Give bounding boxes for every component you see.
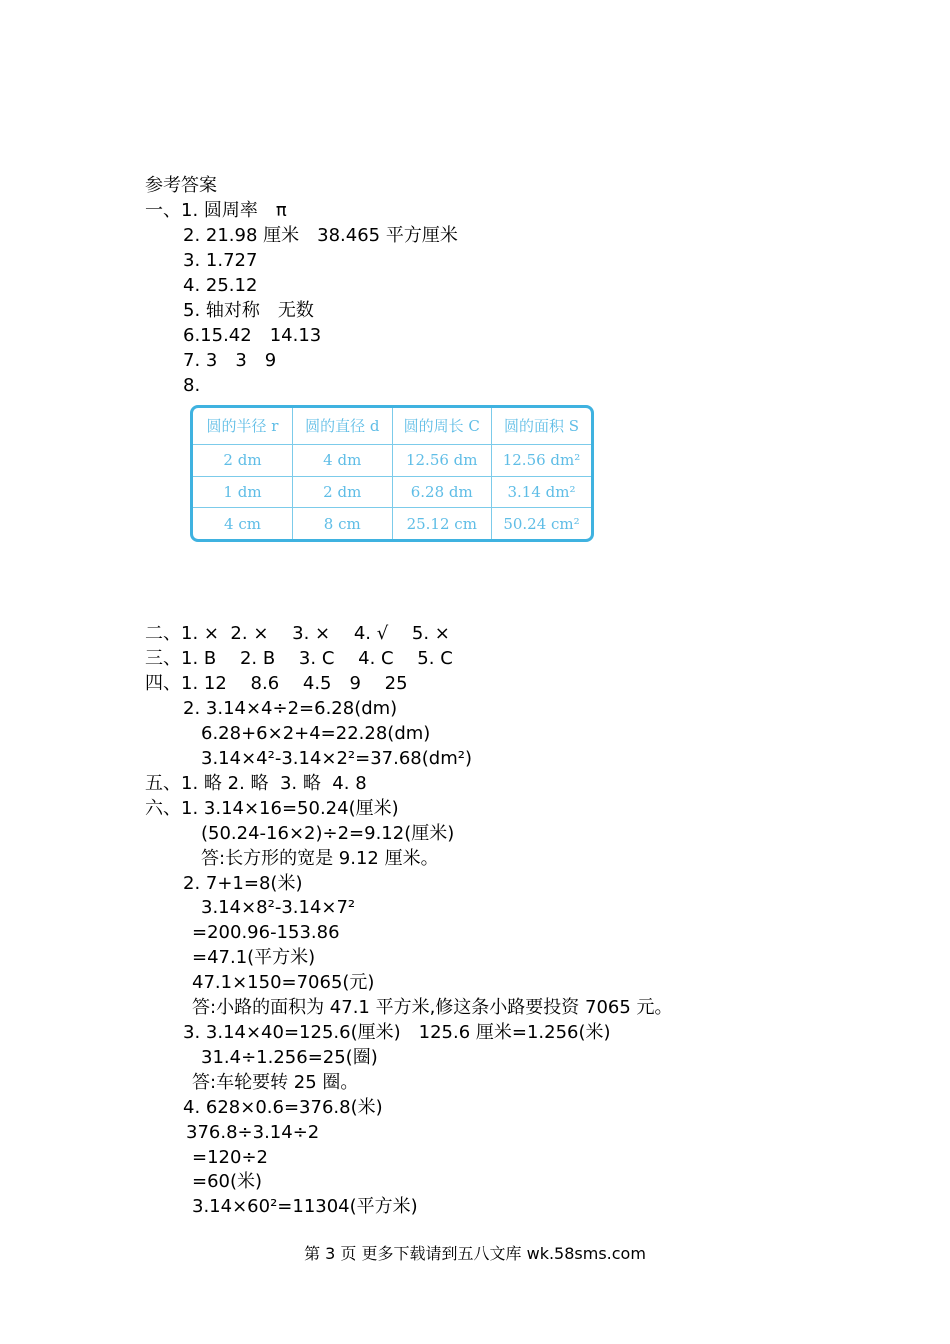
answer-line: 3.14×8²-3.14×7² [201,897,356,918]
answer-title: 参考答案 [145,175,217,196]
table-cell: 1 dm [193,476,293,508]
table-cell: 8 cm [293,508,393,539]
table-cell: 3.14 dm² [492,476,592,508]
answer-line: 3. 3.14×40=125.6(厘米) 125.6 厘米=1.256(米) [183,1022,611,1043]
table-cell: 12.56 dm² [492,444,592,476]
table-header-cell: 圆的面积 S [492,408,592,444]
answer-line: 47.1×150=7065(元) [192,972,375,993]
answer-line: 2. 7+1=8(米) [183,873,303,894]
answer-line: 2. 3.14×4÷2=6.28(dm) [183,698,398,719]
table-row [193,476,591,508]
answer-line: 8. [183,375,201,396]
table-cell: 12.56 dm [392,444,492,476]
table-row [193,508,591,539]
answer-line: (50.24-16×2)÷2=9.12(厘米) [201,823,455,844]
answer-line: 6.28+6×2+4=22.28(dm) [201,723,431,744]
answer-line: 四、1. 12 8.6 4.5 9 25 [145,673,408,694]
answer-line: 2. 21.98 厘米 38.465 平方厘米 [183,225,458,246]
answer-line: 5. 轴对称 无数 [183,300,314,321]
answer-line: 一、1. 圆周率 π [145,200,287,221]
answer-line: 六、1. 3.14×16=50.24(厘米) [145,798,399,819]
page-footer: 第 3 页 更多下载请到五八文库 wk.58sms.com [304,1244,646,1263]
answer-line: 6.15.42 14.13 [183,325,322,346]
answer-line: 3.14×60²=11304(平方米) [192,1196,418,1217]
table-cell: 25.12 cm [392,508,492,539]
table-header-row [193,408,591,444]
answer-line: 答:车轮要转 25 圈。 [192,1072,359,1093]
answer-line: =200.96-153.86 [192,922,340,943]
answer-line: 3.14×4²-3.14×2²=37.68(dm²) [201,748,472,769]
answer-line: 31.4÷1.256=25(圈) [201,1047,378,1068]
answer-line: 二、1. × 2. × 3. × 4. √ 5. × [145,623,450,644]
answer-line: 答:长方形的宽是 9.12 厘米。 [201,848,439,869]
answer-line: 7. 3 3 9 [183,350,277,371]
answer-line: 三、1. B 2. B 3. C 4. C 5. C [145,648,453,669]
table-row [193,444,591,476]
circle-answer-table [190,405,594,542]
answer-line: 4. 25.12 [183,275,258,296]
table-cell: 2 dm [193,444,293,476]
answer-line: 答:小路的面积为 47.1 平方米,修这条小路要投资 7065 元。 [192,997,673,1018]
table-cell: 6.28 dm [392,476,492,508]
table-cell: 50.24 cm² [492,508,592,539]
answer-line: 五、1. 略 2. 略 3. 略 4. 8 [145,773,367,794]
table-cell: 4 cm [193,508,293,539]
table-cell: 4 dm [293,444,393,476]
table-header-cell: 圆的半径 r [193,408,293,444]
answer-line: =47.1(平方米) [192,947,316,968]
answer-line: 4. 628×0.6=376.8(米) [183,1097,383,1118]
answer-line: =60(米) [192,1171,263,1192]
answer-line: 376.8÷3.14÷2 [186,1122,320,1143]
answer-line: 3. 1.727 [183,250,258,271]
table-header-cell: 圆的直径 d [293,408,393,444]
table-header-cell: 圆的周长 C [392,408,492,444]
table-cell: 2 dm [293,476,393,508]
answer-line: =120÷2 [192,1147,268,1168]
